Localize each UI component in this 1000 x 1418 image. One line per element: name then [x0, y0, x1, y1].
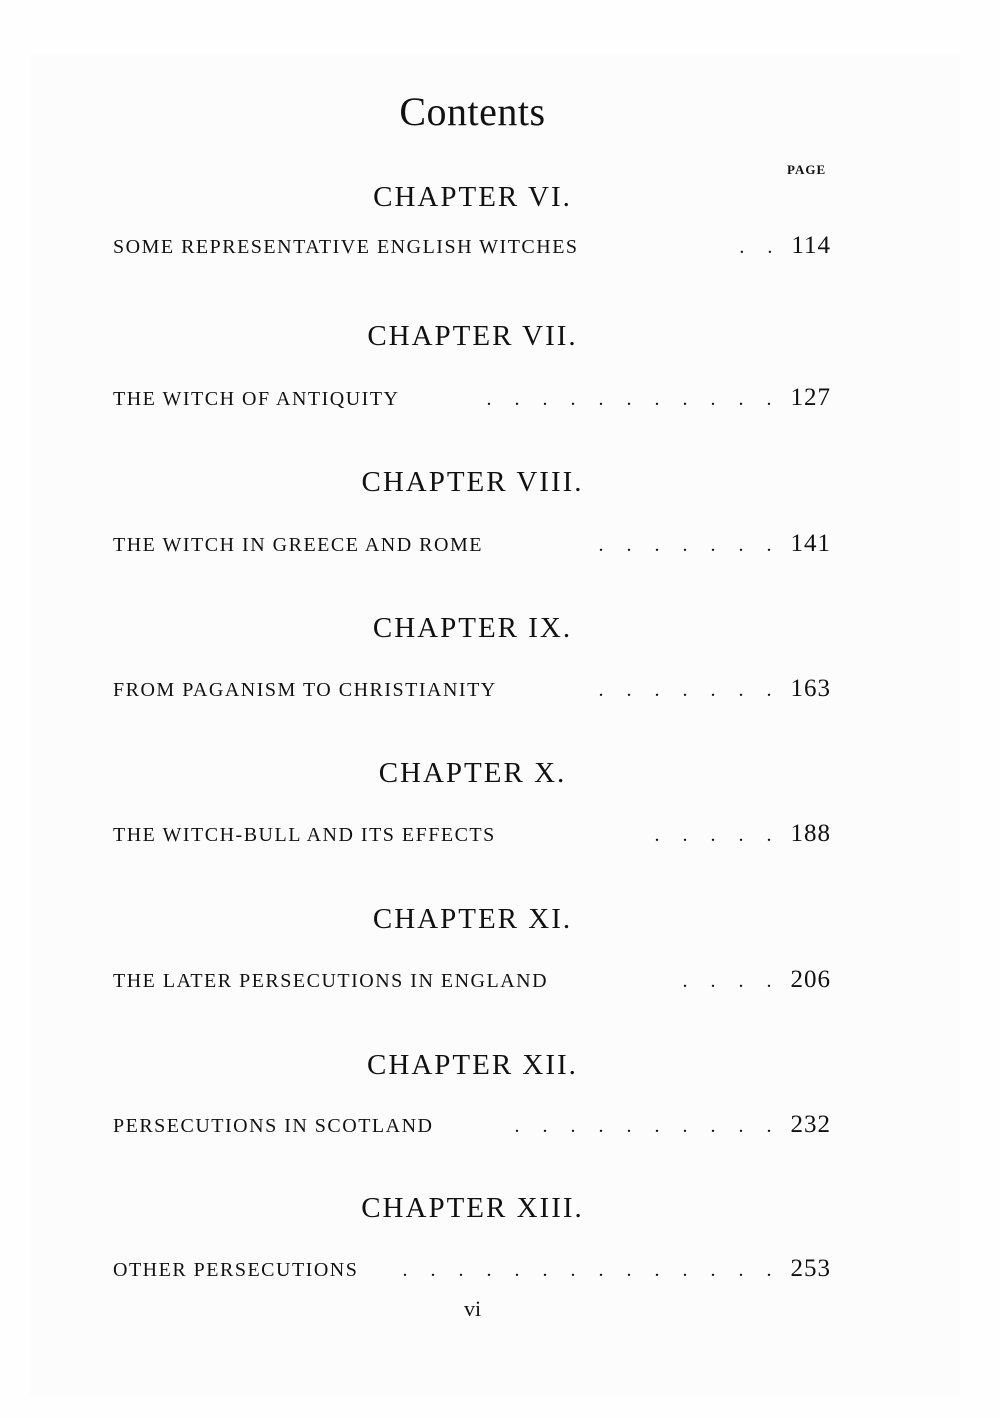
toc-entry[interactable] [113, 1255, 831, 1283]
leader-dots: . . [739, 236, 782, 258]
chapter-heading: CHAPTER XIII. [361, 1192, 584, 1224]
entry-page: 253 [790, 1255, 831, 1282]
entry-page: 206 [790, 966, 831, 993]
leader-dots: . . . . [682, 970, 781, 992]
entry-title: THE WITCH IN GREECE AND ROME [113, 534, 483, 556]
toc-entry[interactable] [113, 675, 831, 703]
entry-page: 114 [791, 232, 831, 259]
entry-title: THE LATER PERSECUTIONS IN ENGLAND [113, 970, 549, 992]
entry-page: 188 [790, 820, 831, 847]
chapter-heading: CHAPTER XII. [367, 1049, 578, 1081]
toc-entry[interactable] [113, 1111, 831, 1139]
leader-dots: . . . . . . . [598, 534, 781, 556]
chapter-heading: CHAPTER XI. [372, 903, 573, 935]
leader-dots: . . . . . . . . . . [514, 1115, 781, 1137]
entry-page: 163 [790, 675, 831, 702]
chapter-heading: CHAPTER X. [378, 757, 567, 789]
chapter-heading: CHAPTER VI. [373, 181, 572, 213]
leader-dots: . . . . . . . [598, 679, 781, 701]
page-number: vi [463, 1296, 482, 1321]
toc-entry[interactable] [113, 384, 831, 412]
leader-dots: . . . . . [654, 824, 781, 846]
entry-title: OTHER PERSECUTIONS [113, 1259, 359, 1281]
toc-entry[interactable] [113, 530, 831, 558]
entry-title: SOME REPRESENTATIVE ENGLISH WITCHES [113, 236, 579, 258]
toc-entry[interactable] [113, 966, 831, 994]
chapter-heading: CHAPTER VII. [367, 320, 578, 352]
toc-entry[interactable] [113, 232, 831, 260]
leader-dots: . . . . . . . . . . . [486, 388, 781, 410]
toc-entry[interactable] [113, 820, 831, 848]
entry-page: 141 [790, 530, 831, 557]
entry-title: PERSECUTIONS IN SCOTLAND [113, 1115, 434, 1137]
entry-page: 127 [790, 384, 831, 411]
entry-page: 232 [790, 1111, 831, 1138]
entry-title: THE WITCH OF ANTIQUITY [113, 388, 400, 410]
entry-title: THE WITCH-BULL AND ITS EFFECTS [113, 824, 496, 846]
chapter-heading: CHAPTER IX. [372, 612, 573, 644]
page-column-label: PAGE [787, 162, 827, 177]
leader-dots: . . . . . . . . . . . . . . [402, 1259, 781, 1281]
page-title: Contents [399, 89, 546, 134]
chapter-heading: CHAPTER VIII. [361, 466, 584, 498]
entry-title: FROM PAGANISM TO CHRISTIANITY [113, 679, 497, 701]
